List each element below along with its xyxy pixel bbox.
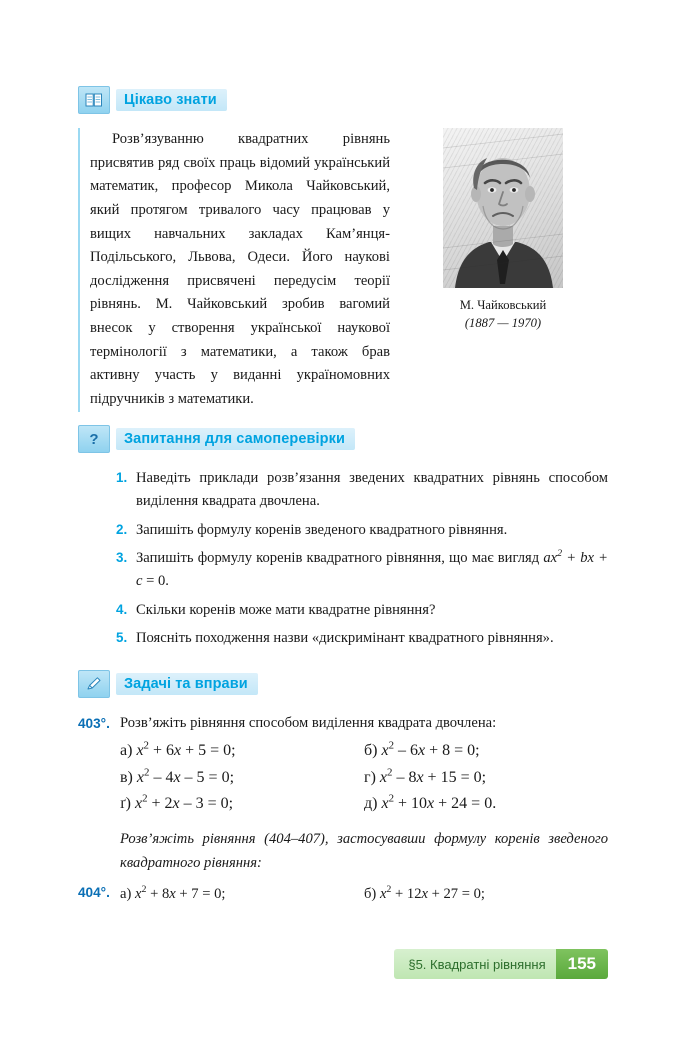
exercise-number: 403°.	[78, 716, 110, 731]
exercise-403-right-column	[364, 738, 608, 819]
footer-section-label: §5. Квадратні рівняння	[394, 949, 555, 979]
section-title-bar	[116, 428, 355, 450]
exercise-403-items	[120, 738, 608, 819]
exercises-body	[78, 712, 608, 907]
pen-icon	[78, 670, 110, 698]
question-text: Запишіть формулу коренів квадратного рівняння, що має вигляд $ax^2$ + bx + c = 0.	[136, 548, 608, 590]
question-text: Скільки коренів може мати квадратне рівняння?	[136, 601, 436, 618]
exercise-item: б) $x^2 - 6x + 8 = 0$;	[364, 739, 480, 759]
interesting-paragraph-text: Розв’язуванню квадратних рівнянь присвятив ряд своїх праць відомий український математик, професор Микола Чайковський, який протягом тривалого часу працював у вищих навчальних закладах Кам’янця-Подільського, Львова, Одеси. Його наукові дослідження присвячені передусім теорії рівнянь. М. Чайковський зробив вагомий внесок у створення української наукової термінології з математики, а також брав активну участь у виданні україномовних підручників з математики.	[90, 131, 390, 408]
section-header-interesting	[78, 86, 608, 114]
list-item	[116, 467, 608, 514]
question-icon: ?	[78, 425, 110, 453]
question-number: 3.	[116, 550, 128, 566]
section-title-bar	[116, 89, 227, 111]
section-interesting	[78, 86, 608, 412]
questions-list	[78, 467, 608, 650]
interesting-body	[78, 128, 608, 412]
section-title-questions: Запитання для самоперевірки	[124, 431, 346, 447]
question-text: Наведіть приклади розв’язання зведених квадратних рівнянь способом виділення квадрата двочлена.	[136, 470, 608, 510]
exercise-403-left-column	[120, 738, 364, 819]
portrait-years: (1887 — 1970)	[464, 316, 542, 331]
section-header-questions	[78, 425, 608, 453]
exercise-item: а) $x^2 + 6x + 5 = 0$;	[120, 739, 236, 759]
question-formula: $ax^2$ + bx + c	[136, 548, 608, 590]
interesting-paragraph	[90, 128, 390, 412]
question-text: Запишіть формулу коренів зведеного квадратного рівняння.	[136, 521, 508, 538]
section-questions	[78, 425, 608, 655]
section-exercises	[78, 670, 608, 907]
section-title-bar	[116, 673, 258, 695]
portrait-name: М. Чайковський	[459, 298, 547, 312]
section-header-exercises	[78, 670, 608, 698]
book-icon	[78, 86, 110, 114]
question-number: 1.	[116, 470, 128, 485]
exercise-404	[78, 881, 608, 907]
question-number: 5.	[116, 630, 128, 646]
list-item	[116, 519, 608, 542]
exercise-item: ґ) $x^2 + 2x - 3 = 0$;	[120, 793, 234, 813]
section-title-interesting: Цікаво знати	[124, 92, 217, 108]
footer-page-number: 155	[556, 949, 608, 979]
portrait-photo	[443, 128, 563, 288]
list-item	[116, 627, 608, 650]
exercise-item: д) $x^2 + 10x + 24 = 0$.	[364, 793, 497, 813]
list-item	[116, 547, 608, 594]
list-item	[116, 599, 608, 622]
question-number: 4.	[116, 601, 128, 617]
page-footer	[394, 949, 608, 979]
exercise-403	[78, 712, 608, 736]
portrait-caption	[460, 296, 547, 333]
question-text-lead: Запишіть формулу коренів квадратного рівняння, що має вигляд	[136, 550, 544, 567]
exercise-item: г) $x^2 - 8x + 15 = 0$;	[364, 766, 487, 786]
question-number: 2.	[116, 521, 128, 537]
exercise-item: в) $x^2 - 4x - 5 = 0$;	[120, 766, 235, 786]
exercise-number: 404°.	[78, 884, 110, 900]
question-text: Поясніть походження назви «дискримінант квадратного рівняння».	[136, 630, 554, 647]
exercise-404-items	[120, 881, 608, 907]
exercise-404-right-column: б) $x^2 + 12x + 27 = 0$;	[364, 884, 485, 902]
exercise-note: Розв’яжіть рівняння (404–407), застосувавши формулу коренів зведеного квадратного рівняння:	[120, 831, 608, 871]
exercise-404-left-column: а) $x^2 + 8x + 7 = 0$;	[120, 884, 226, 902]
portrait-column	[408, 128, 598, 412]
section-title-exercises: Задачі та вправи	[124, 676, 248, 692]
exercise-prompt: Розв’яжіть рівняння способом виділення квадрата двочлена:	[120, 715, 497, 731]
